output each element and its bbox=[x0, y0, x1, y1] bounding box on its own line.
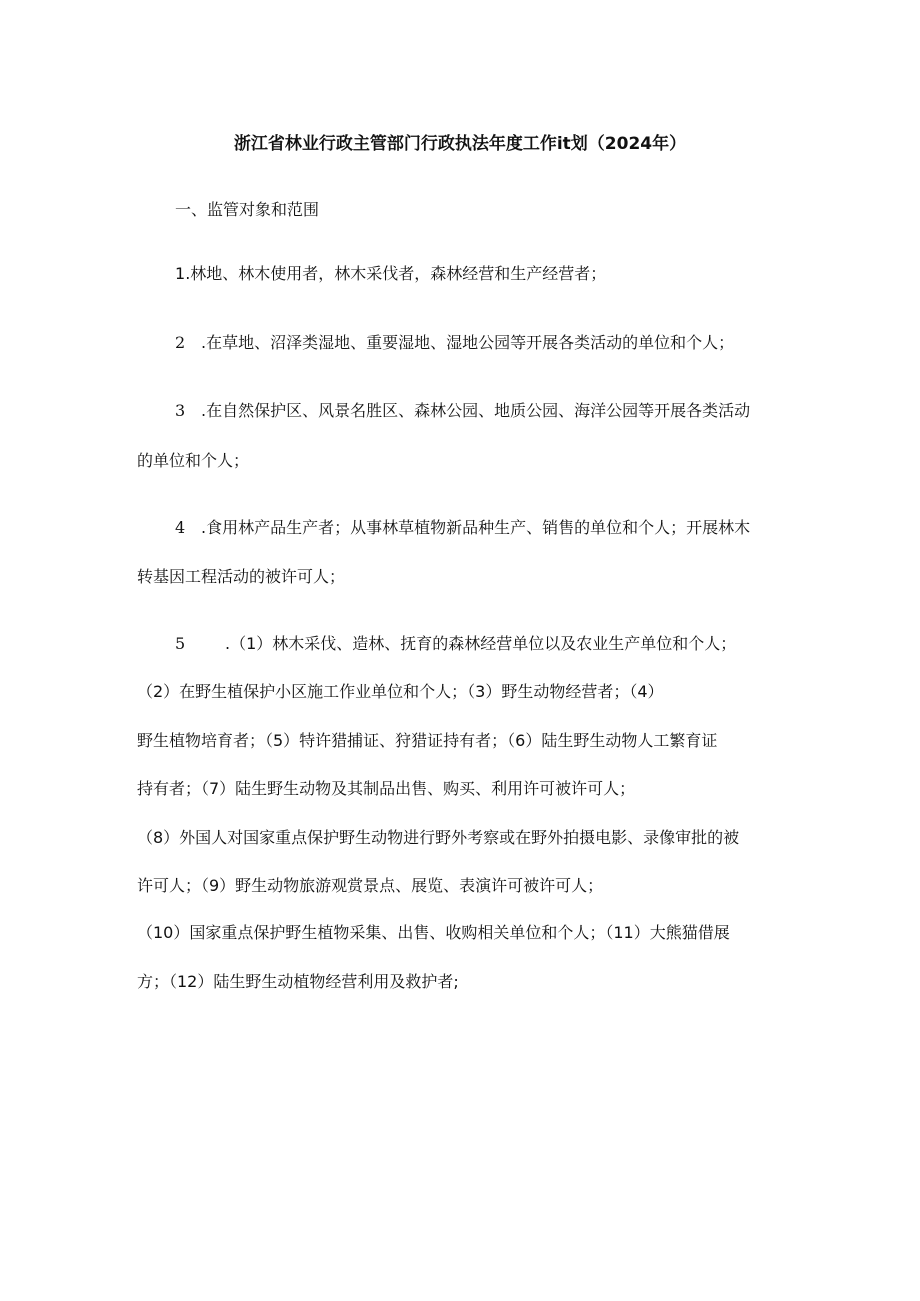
list-item-5-line-4: 持有者；（7）陆生野生动物及其制品出售、购买、利用许可被许可人； bbox=[137, 779, 636, 798]
list-item-3-continued: 的单位和个人； bbox=[137, 451, 250, 470]
list-item-5-line-8: 方；（12）陆生野生动植物经营利用及救护者; bbox=[137, 972, 459, 991]
list-item-5-line-7: （10）国家重点保护野生植物采集、出售、收购相关单位和个人；（11）大熊猫借展 bbox=[137, 923, 730, 942]
list-item-5-line-3: 野生植物培育者；（5）特许猎捕证、狩猎证持有者；（6）陆生野生动物人工繁育证 bbox=[137, 731, 718, 750]
list-item-5-line-5: （8）外国人对国家重点保护野生动物进行野外考察或在野外拍摄电影、录像审批的被 bbox=[137, 828, 740, 847]
list-item-5 bbox=[175, 633, 736, 655]
item-number: 1 bbox=[175, 264, 186, 283]
list-item-1 bbox=[175, 263, 606, 285]
list-item-4-continued: 转基因工程活动的被许可人； bbox=[137, 567, 346, 586]
item-text: .（1）林木采伐、造林、抚育的森林经营单位以及农业生产单位和个人； bbox=[225, 634, 737, 653]
item-text: .在自然保护区、风景名胜区、森林公园、地质公园、海洋公园等开展各类活动 bbox=[201, 401, 751, 420]
item-text: .食用林产品生产者；从事林草植物新品种生产、销售的单位和个人；开展林木 bbox=[201, 518, 751, 537]
document-title: 浙江省林业行政主管部门行政执法年度工作it划（2024年） bbox=[233, 134, 687, 154]
item-text: .在草地、沼泽类湿地、重要湿地、湿地公园等开展各类活动的单位和个人； bbox=[201, 333, 735, 352]
list-item-4 bbox=[175, 517, 750, 539]
item-number: 4 bbox=[175, 518, 186, 537]
item-number: 5 bbox=[175, 634, 186, 653]
list-item-3 bbox=[175, 400, 750, 422]
list-item-2 bbox=[175, 332, 734, 354]
item-text: .林地、林木使用者，林木采伐者，森林经营和生产经营者； bbox=[185, 264, 607, 283]
item-number: 3 bbox=[175, 401, 186, 420]
item-number: 2 bbox=[175, 333, 186, 352]
list-item-5-line-6: 许可人；（9）野生动物旅游观赏景点、展览、表演许可被许可人； bbox=[137, 876, 604, 895]
list-item-5-line-2: （2）在野生植保护小区施工作业单位和个人；（3）野生动物经营者；（4） bbox=[137, 682, 664, 701]
section-heading: 一、监管对象和范围 bbox=[175, 200, 320, 219]
